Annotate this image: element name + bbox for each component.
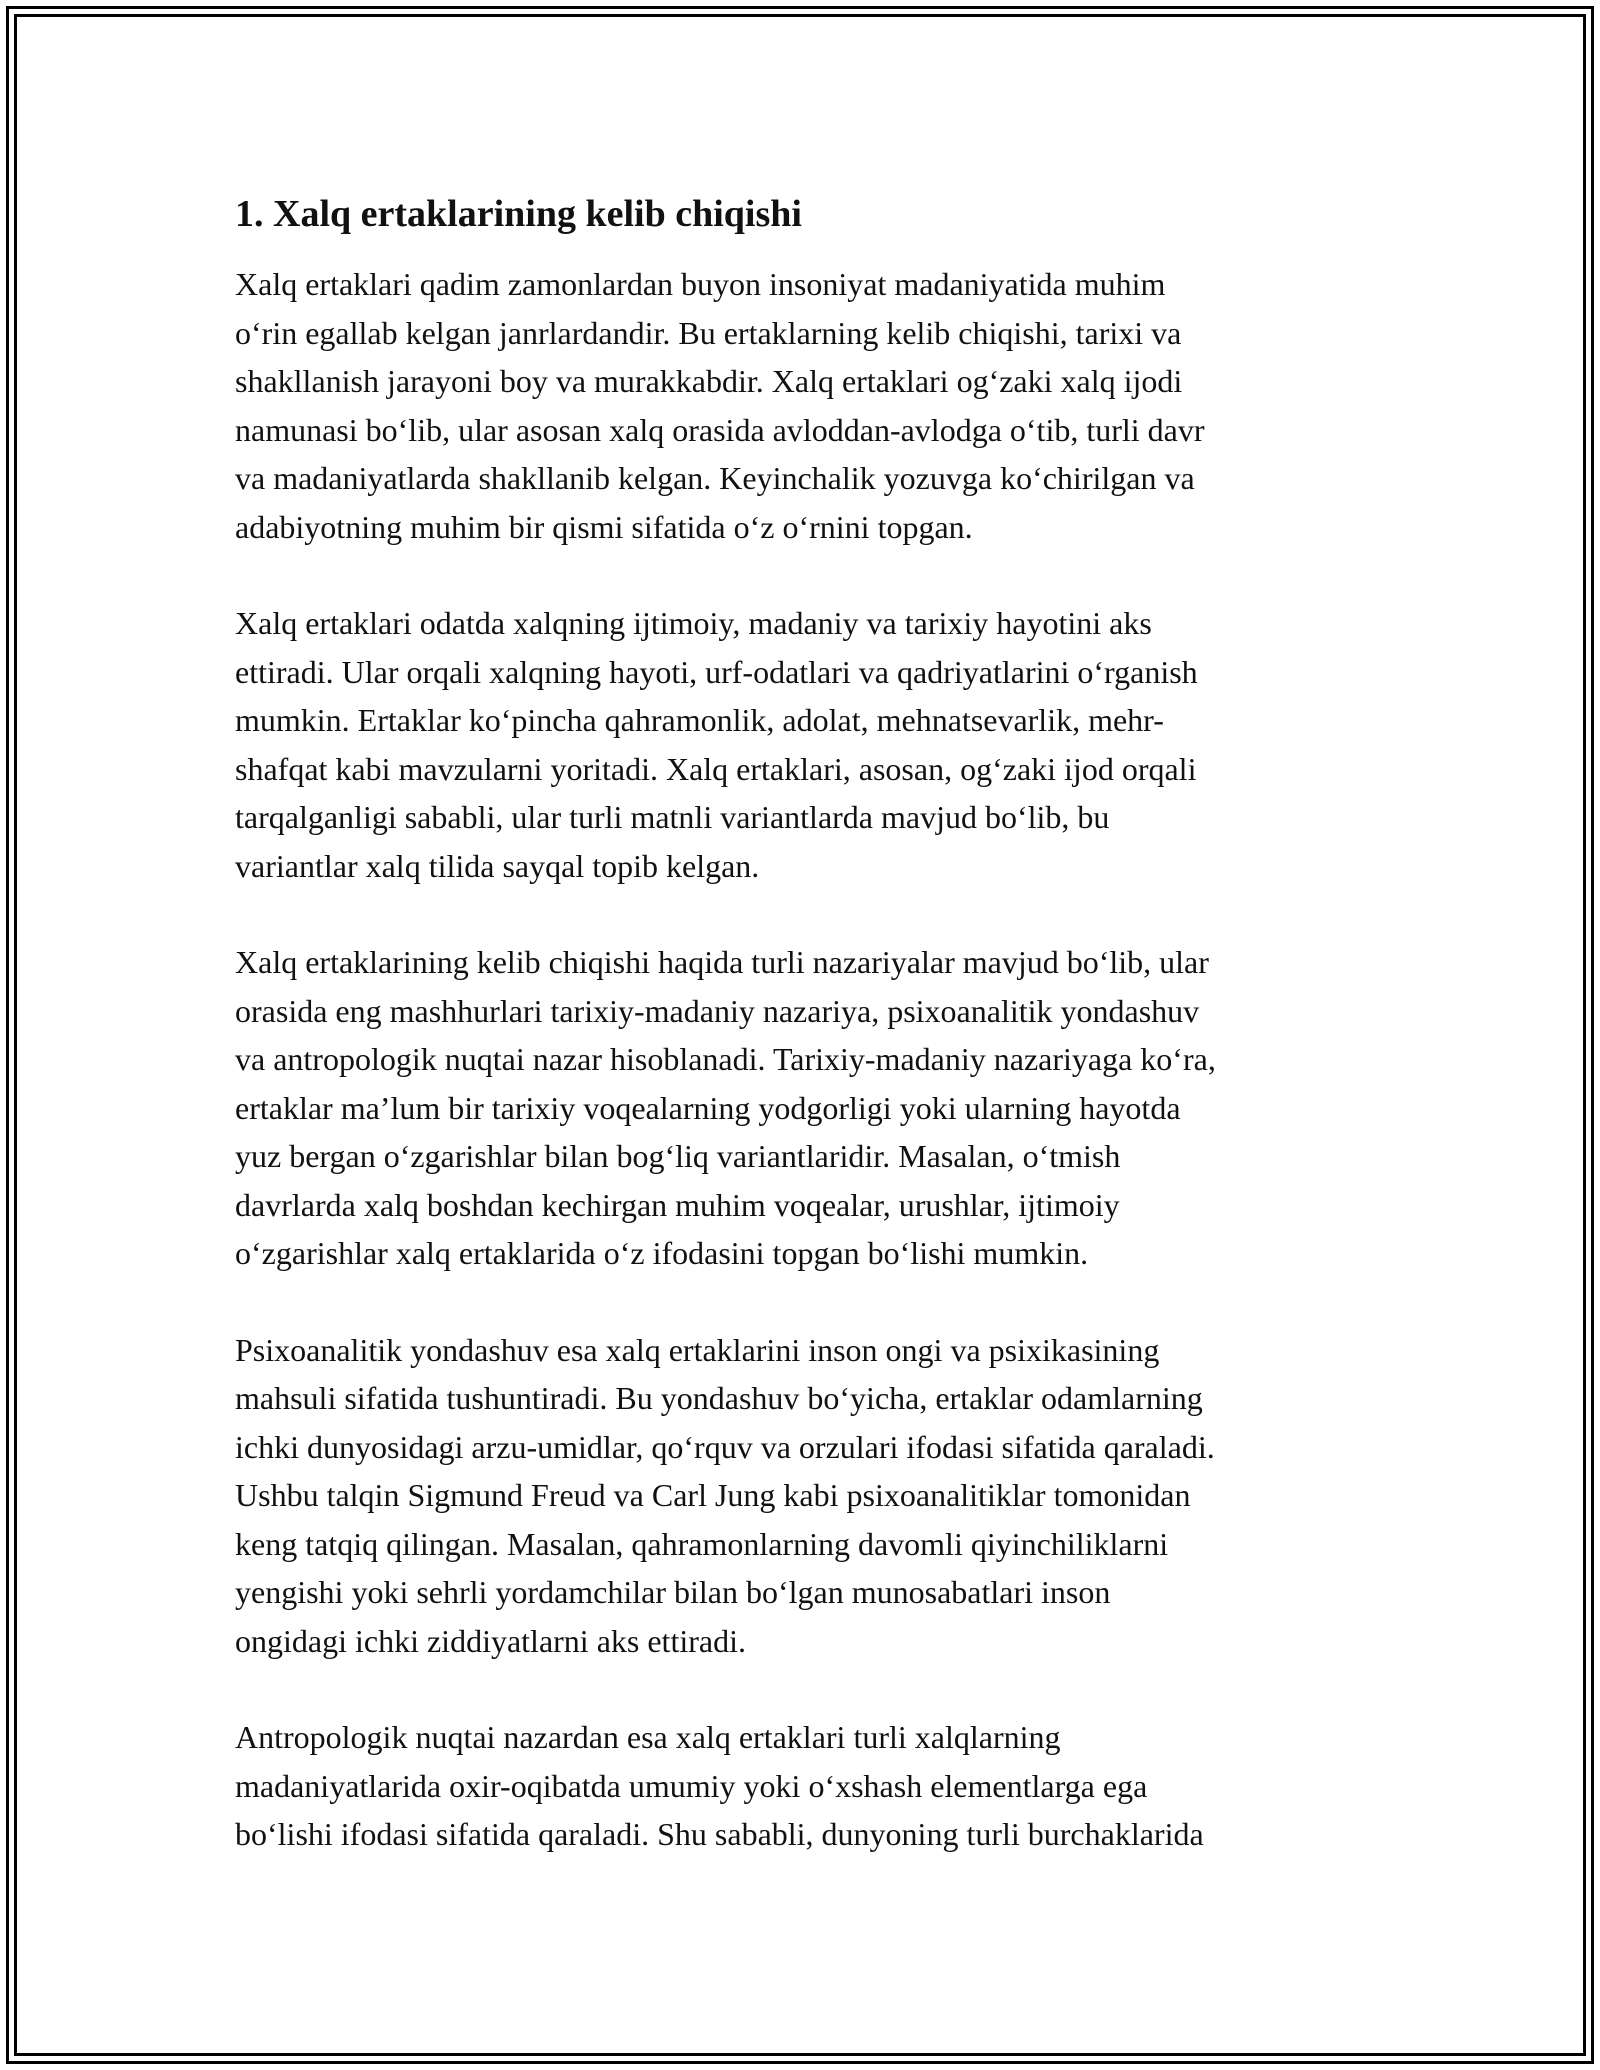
paragraph-line: bo‘lishi ifodasi sifatida qaraladi. Shu sababli, dunyoning turli burchaklarida	[235, 1816, 1204, 1852]
paragraph-line: shakllanish jarayoni boy va murakkabdir. Xalq ertaklari og‘zaki xalq ijodi	[235, 363, 1183, 399]
paragraph-line: yengishi yoki sehrli yordamchilar bilan bo‘lgan munosabatlari inson	[235, 1574, 1111, 1610]
paragraph-line: yuz bergan o‘zgarishlar bilan bog‘liq variantlaridir. Masalan, o‘tmish	[235, 1138, 1121, 1174]
paragraph-line: Xalq ertaklari qadim zamonlardan buyon insoniyat madaniyatida muhim	[235, 266, 1166, 302]
paragraph-4	[235, 1326, 1375, 1666]
paragraph-line: adabiyotning muhim bir qismi sifatida o‘z o‘rnini topgan.	[235, 508, 973, 545]
paragraph-line: keng tatqiq qilingan. Masalan, qahramonlarning davomli qiyinchiliklarni	[235, 1525, 1169, 1562]
paragraph-line: mahsuli sifatida tushuntiradi. Bu yondashuv bo‘yicha, ertaklar odamlarning	[235, 1380, 1203, 1416]
paragraph-line: Psixoanalitik yondashuv esa xalq ertaklarini inson ongi va psixikasining	[235, 1331, 1160, 1368]
paragraph-line: ertaklar ma’lum bir tarixiy voqealarning yodgorligi yoki ularning hayotda	[235, 1089, 1181, 1126]
paragraph-line: ichki dunyosidagi arzu-umidlar, qo‘rquv va orzulari ifodasi sifatida qaraladi.	[235, 1428, 1215, 1465]
paragraph-line: o‘zgarishlar xalq ertaklarida o‘z ifodasini topgan bo‘lishi mumkin.	[235, 1235, 1089, 1271]
paragraph-line: orasida eng mashhurlari tarixiy-madaniy nazariya, psixoanalitik yondashuv	[235, 992, 1200, 1029]
paragraph-2	[235, 599, 1375, 890]
document-body	[235, 186, 1375, 1907]
paragraph-line: madaniyatlarida oxir-oqibatda umumiy yoki o‘xshash elementlarga ega	[235, 1767, 1148, 1804]
paragraph-line: tarqalganligi sababli, ular turli matnli variantlarda mavjud bo‘lib, bu	[235, 799, 1110, 835]
section-heading: 1. Xalq ertaklarining kelib chiqishi	[235, 193, 802, 235]
paragraph-line: ongidagi ichki ziddiyatlarni aks ettiradi.	[235, 1622, 746, 1659]
paragraph-5	[235, 1713, 1375, 1859]
paragraph-line: mumkin. Ertaklar ko‘pincha qahramonlik, adolat, mehnatsevarlik, mehr-	[235, 702, 1164, 738]
paragraph-line: shafqat kabi mavzularni yoritadi. Xalq ertaklari, asosan, og‘zaki ijod orqali	[235, 750, 1197, 787]
paragraph-line: Xalq ertaklarining kelib chiqishi haqida turli nazariyalar mavjud bo‘lib, ular	[235, 944, 1209, 980]
paragraph-line: davrlarda xalq boshdan kechirgan muhim voqealar, urushlar, ijtimoiy	[235, 1186, 1120, 1223]
paragraph-line: va madaniyatlarda shakllanib kelgan. Keyinchalik yozuvga ko‘chirilgan va	[235, 460, 1195, 496]
paragraph-3	[235, 938, 1375, 1278]
paragraph-line: variantlar xalq tilida sayqal topib kelgan.	[235, 847, 760, 884]
paragraph-line: namunasi bo‘lib, ular asosan xalq orasida avloddan-avlodga o‘tib, turli davr	[235, 411, 1205, 448]
paragraph-line: ettiradi. Ular orqali xalqning hayoti, urf-odatlari va qadriyatlarini o‘rganish	[235, 653, 1198, 690]
paragraph-line: o‘rin egallab kelgan janrlardandir. Bu ertaklarning kelib chiqishi, tarixi va	[235, 314, 1182, 351]
paragraph-line: Xalq ertaklari odatda xalqning ijtimoiy, madaniy va tarixiy hayotini aks	[235, 605, 1152, 641]
paragraph-line: Antropologik nuqtai nazardan esa xalq ertaklari turli xalqlarning	[235, 1719, 1061, 1755]
paragraph-line: va antropologik nuqtai nazar hisoblanadi. Tarixiy-madaniy nazariyaga ko‘ra,	[235, 1041, 1216, 1077]
paragraph-1	[235, 260, 1375, 551]
paragraph-line: Ushbu talqin Sigmund Freud va Carl Jung kabi psixoanalitiklar tomonidan	[235, 1477, 1191, 1513]
